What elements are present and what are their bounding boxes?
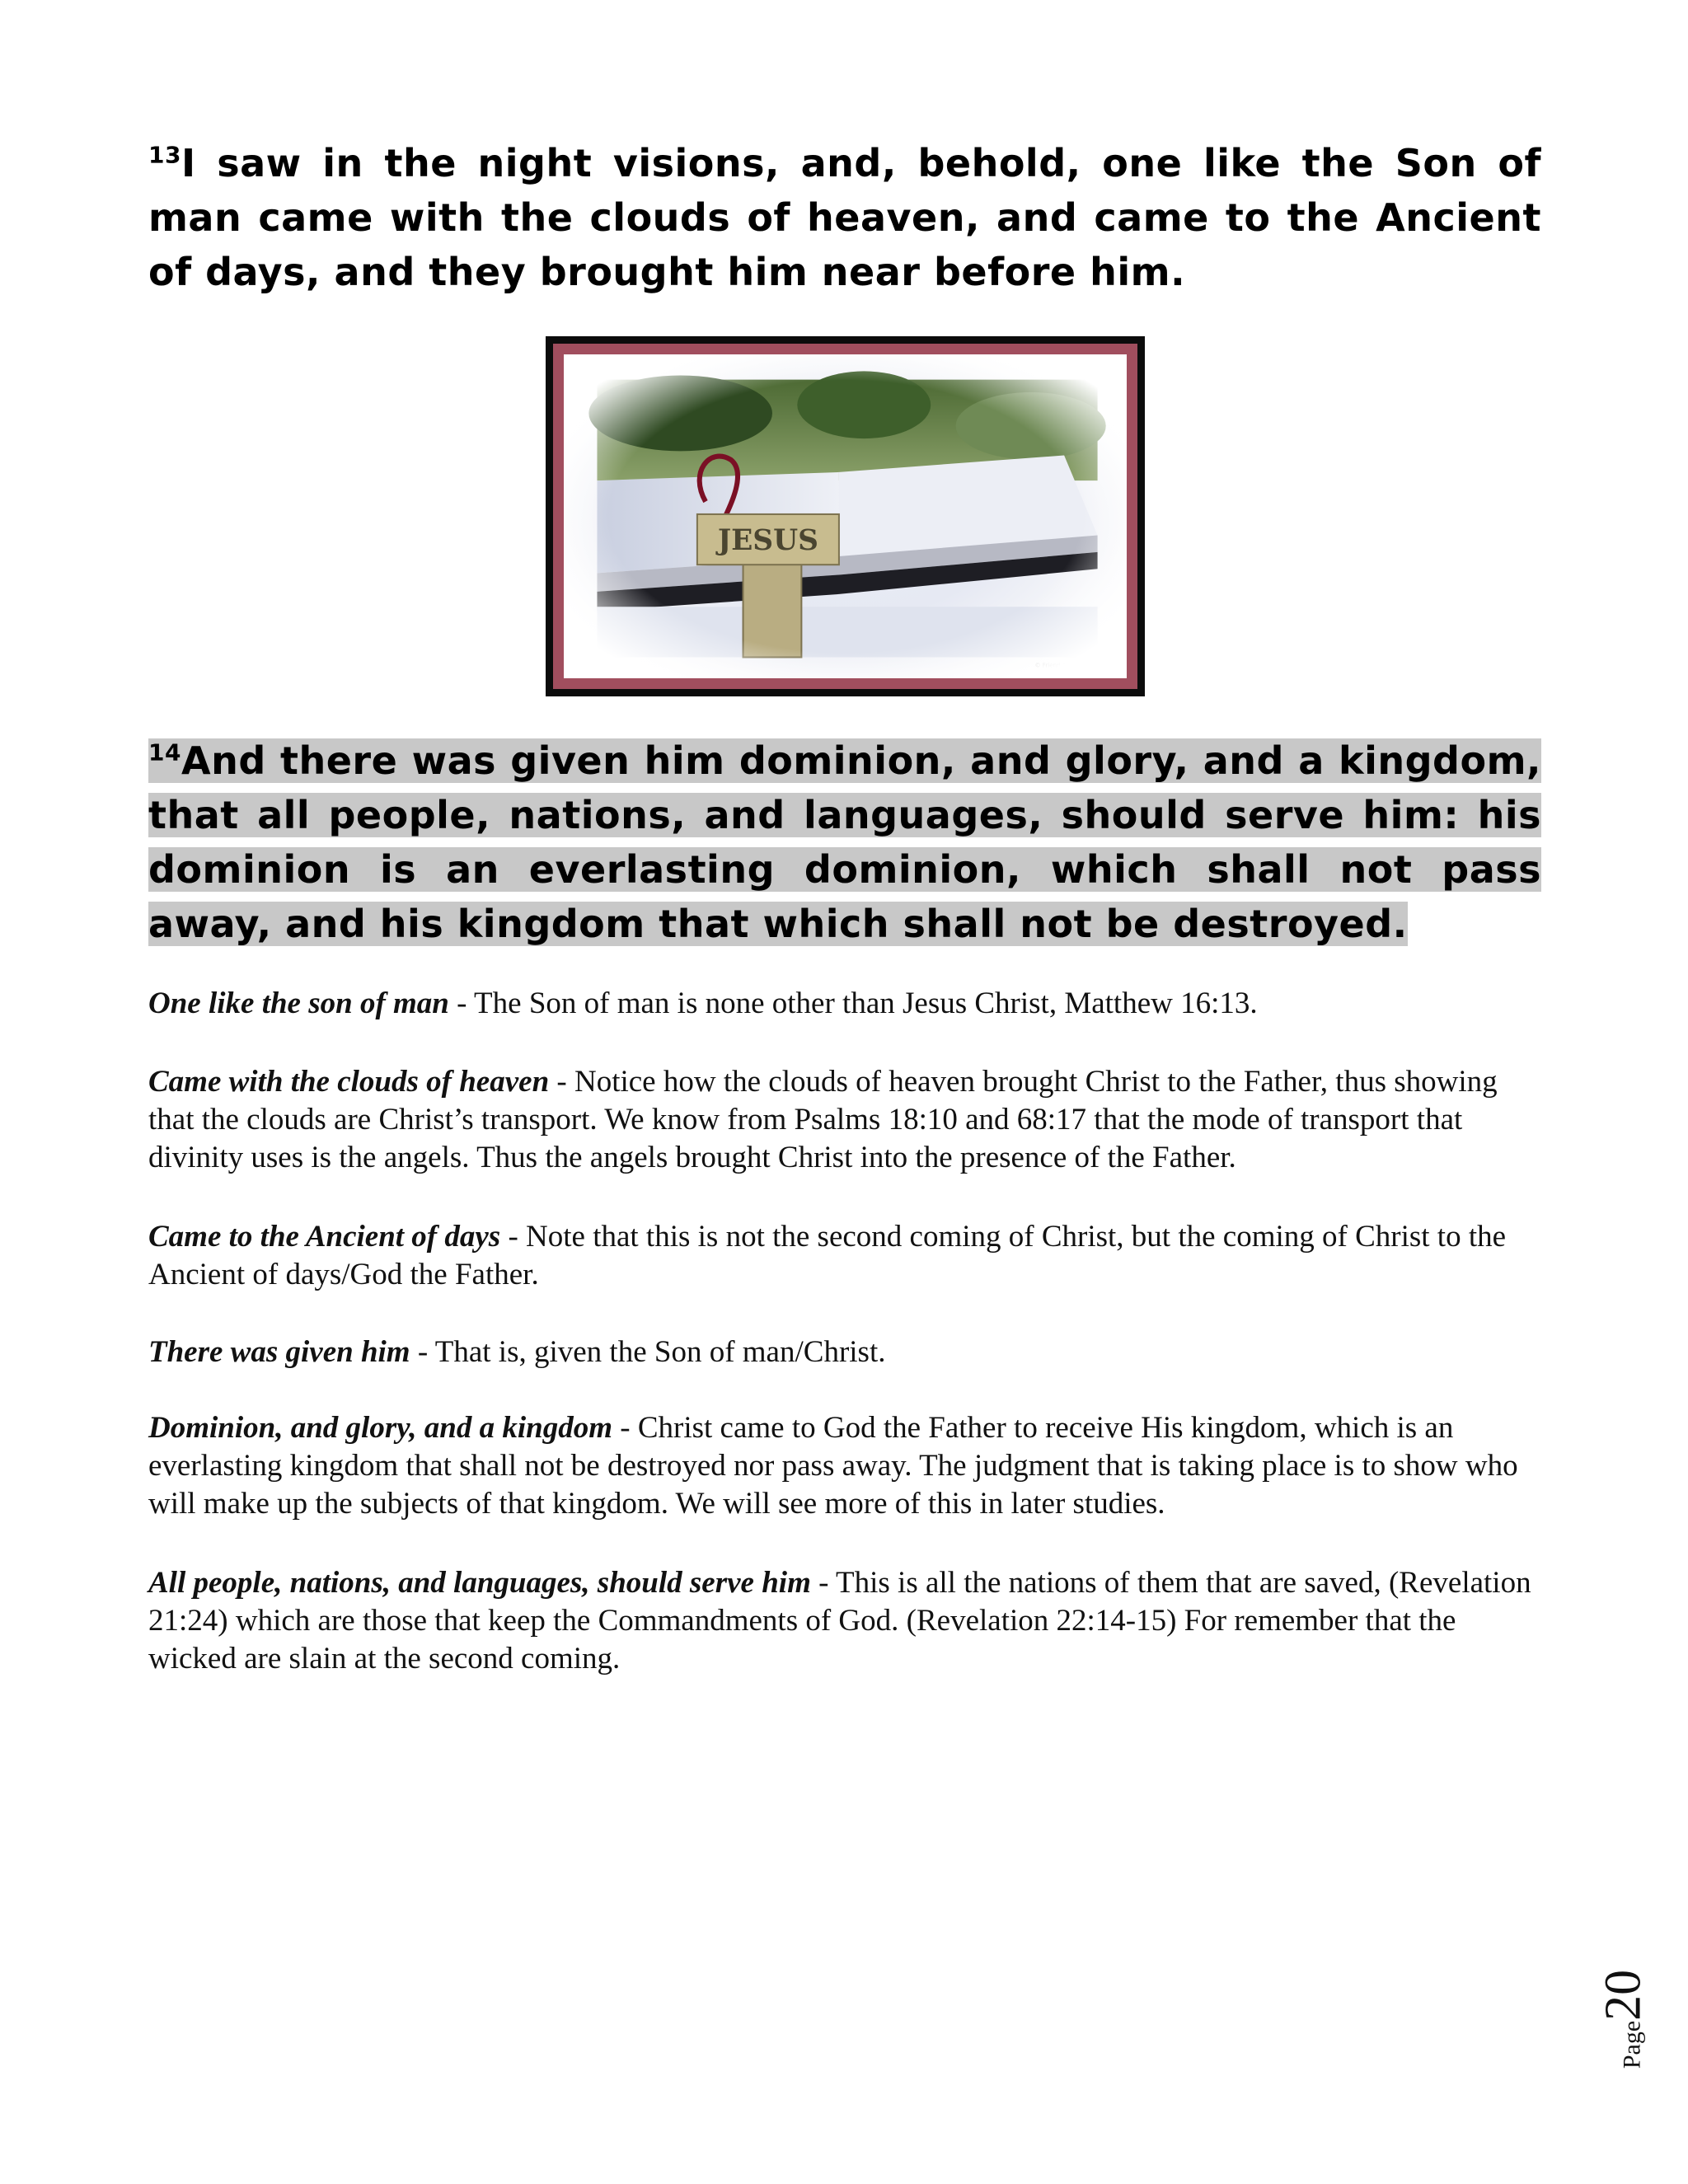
verse-number-14: 14 xyxy=(148,738,181,766)
verse-13 xyxy=(148,136,1541,299)
commentary-term: There was given him xyxy=(148,1335,410,1369)
verse-14-highlight xyxy=(148,738,1541,946)
picture-vignette xyxy=(564,354,1127,678)
verse-13-text: I saw in the night visions, and, behold, one like the Son of man came with the clouds of heaven, and came to the Ancient of days, and they brought him near before him. xyxy=(148,141,1541,294)
commentary-text: - Note that this is not the second coming of Christ, but the coming of Christ to the Ancient of days/God the Father. xyxy=(148,1220,1507,1291)
commentary-term: Came to the Ancient of days xyxy=(148,1220,501,1254)
commentary-paragraph xyxy=(148,1409,1550,1523)
commentary-term: Came with the clouds of heaven xyxy=(148,1065,550,1099)
commentary-text: - Notice how the clouds of heaven brought Christ to the Father, thus showing that the clouds are Christ’s transport. We know from Psalms 18:10 and 68:17 that the mode of transport that divinity uses is the angels. Thus the angels brought Christ into the presence of the Father. xyxy=(148,1065,1498,1174)
commentary-paragraph xyxy=(148,1218,1550,1294)
commentary-term: One like the son of man xyxy=(148,987,449,1020)
commentary-text: - This is all the nations of them that are saved, (Revelation 21:24) which are those that keep the Commandments of God. (Revelation 22:14-15) For remember that the wicked are slain at the second coming. xyxy=(148,1566,1531,1675)
commentary-text: - The Son of man is none other than Jesus Christ, Matthew 16:13. xyxy=(448,987,1258,1020)
commentary-text: - That is, given the Son of man/Christ. xyxy=(410,1335,886,1369)
verse-14-text: And there was given him dominion, and glory, and a kingdom, that all people, nations, and languages, should serve him: his dominion is an everlasting dominion, which shall not pass away, and his kingdom that which shall not be destroyed. xyxy=(148,738,1541,946)
page-number-value: 20 xyxy=(1595,1969,1652,2021)
commentary-text: - Christ came to God the Father to receive His kingdom, which is an everlasting kingdom that shall not be destroyed nor pass away. The judgment that is taking place is to show who will make up the subjects of that kingdom. We will see more of this in later studies. xyxy=(148,1411,1518,1521)
commentary-paragraph xyxy=(148,985,1550,1023)
commentary-term: Dominion, and glory, and a kingdom xyxy=(148,1411,612,1445)
commentary-paragraph xyxy=(148,1564,1550,1678)
bible-cross-picture xyxy=(546,336,1145,696)
bible-cross-illustration xyxy=(564,354,1127,678)
verse-14 xyxy=(148,733,1541,951)
verse-number-13: 13 xyxy=(148,141,181,169)
picture-mat xyxy=(553,344,1137,689)
page-number-rotated xyxy=(1595,1970,1653,2069)
page-number xyxy=(1595,1953,1653,2085)
commentary-paragraph xyxy=(148,1063,1550,1177)
commentary-paragraph xyxy=(148,1333,1550,1371)
commentary-term: All people, nations, and languages, should serve him xyxy=(148,1566,811,1600)
page-label: Page xyxy=(1618,2020,1646,2069)
